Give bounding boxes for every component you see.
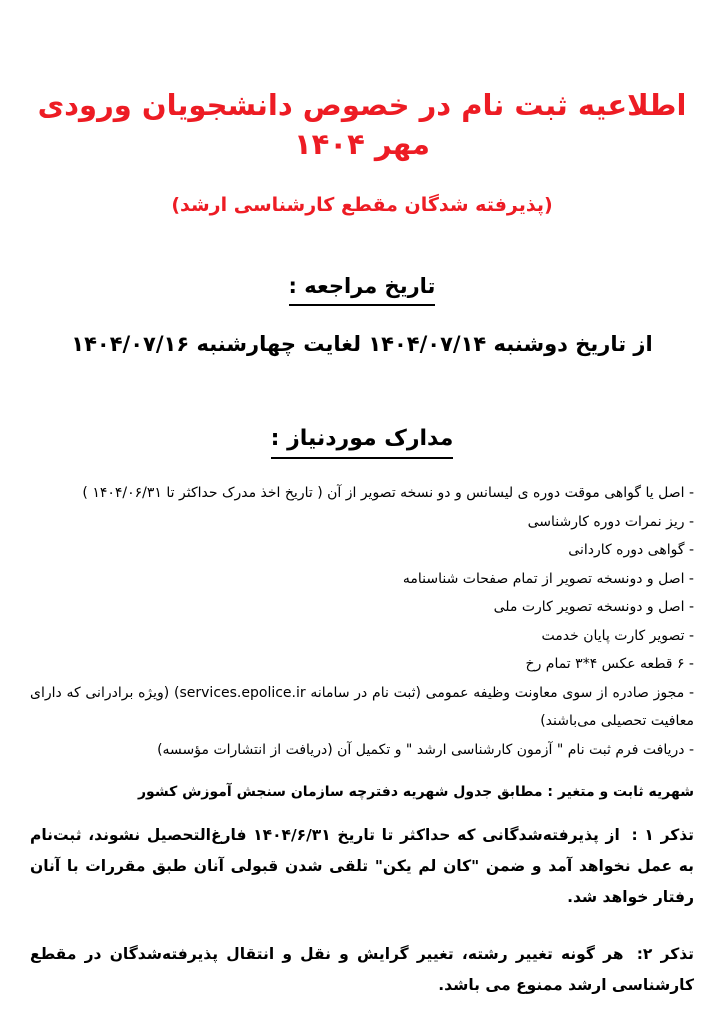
document-item: - تصویر کارت پایان خدمت	[541, 627, 694, 644]
note-1	[30, 820, 694, 913]
visit-date-heading	[30, 274, 694, 306]
tuition-note: شهریه ثابت و متغیر : مطابق جدول شهریه دفترچه سازمان سنجش آموزش کشور	[137, 784, 694, 801]
document-item: - دریافت فرم ثبت نام " آزمون کارشناسی ارشد " و تکمیل آن (دریافت از انتشارات مؤسسه)	[157, 741, 694, 758]
note-1-label: تذکر ۱ :	[631, 826, 694, 845]
visit-date-text: از تاریخ دوشنبه ۱۴۰۴/۰۷/۱۴ لغایت چهارشنبه ۱۴۰۴/۰۷/۱۶	[71, 332, 653, 357]
document-item: - اصل یا گواهی موقت دوره ی لیسانس و دو نسخه تصویر از آن ( تاریخ اخذ مدرک حداکثر تا ۱۴۰۴/۰۶/۳۱ )	[82, 485, 694, 502]
document-item: - مجوز صادره از سوی معاونت وظیفه عمومی (ثبت نام در سامانه services.epolice.ir) (ویژه برادرانی که دارای معافیت تحصیلی می‌باشند)	[30, 684, 694, 730]
note-2	[30, 939, 694, 1001]
documents-heading-text: مدارک موردنیاز :	[271, 426, 454, 459]
documents-list	[30, 479, 694, 764]
document-item: - اصل و دونسخه تصویر کارت ملی	[493, 599, 694, 616]
visit-date-heading-text: تاریخ مراجعه :	[289, 274, 436, 306]
documents-heading	[30, 426, 694, 459]
note-2-label: تذکر ۲:	[636, 945, 694, 964]
document-item: - ۶ قطعه عکس ۴*۳ تمام رخ	[525, 656, 694, 673]
document-item: - اصل و دونسخه تصویر از تمام صفحات شناسنامه	[402, 570, 694, 587]
announcement-subtitle: (پذیرفته شدگان مقطع کارشناسی ارشد)	[171, 194, 553, 217]
document-item: - ریز نمرات دوره کارشناسی	[527, 513, 694, 530]
note-1-text: از پذیرفته‌شدگانی که حداکثر تا تاریخ ۱۴۰۴/۶/۳۱ فارغ‌التحصیل نشوند، ثبت‌نام به عمل نخواهد آمد و ضمن "کان لم یکن" تلقی شدن قبولی آنان طبق مقررات با آنان رفتار خواهد شد.	[30, 826, 694, 907]
document-item: - گواهی دوره کاردانی	[568, 542, 694, 559]
note-2-text: هر گونه تغییر رشته، تغییر گرایش و نقل و انتقال پذیرفته‌شدگان در مقطع کارشناسی ارشد ممنوع می باشد.	[30, 945, 694, 995]
announcement-title: اطلاعیه ثبت نام در خصوص دانشجویان ورودی مهر ۱۴۰۴	[37, 88, 687, 162]
